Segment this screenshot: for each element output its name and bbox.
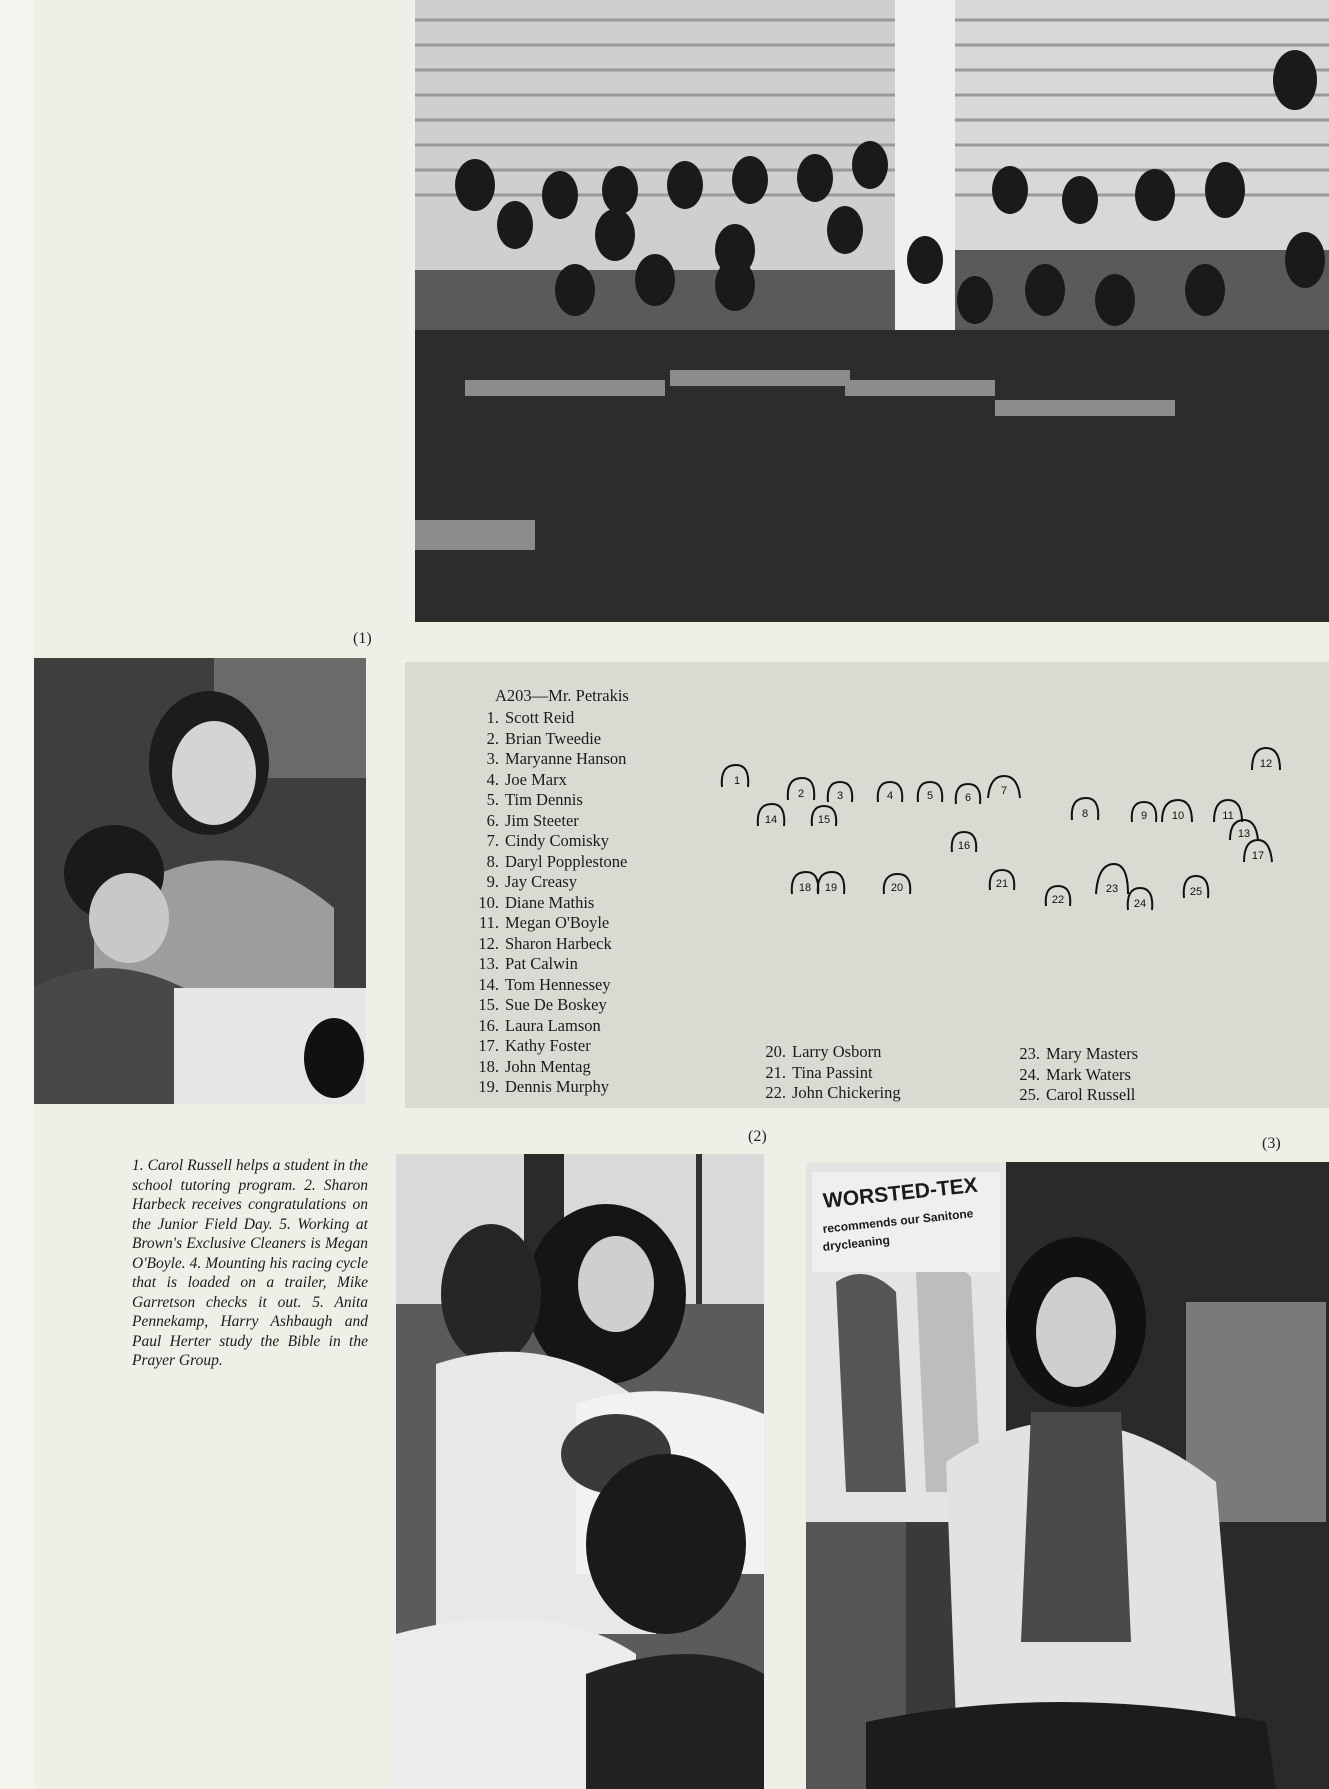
roster-title: A203—Mr. Petrakis: [495, 686, 629, 705]
list-item: 18. John Mentag: [478, 1056, 591, 1076]
seat-number: 24: [1133, 898, 1147, 910]
seat-number: 9: [1140, 810, 1148, 822]
list-item: 22. John Chickering: [765, 1083, 901, 1102]
list-item: 14. Tom Hennessey: [478, 974, 611, 994]
list-item: 19. Dennis Murphy: [478, 1077, 610, 1096]
seat-number: 21: [995, 878, 1009, 890]
seat-number: 19: [824, 882, 838, 894]
list-item: 25. Carol Russell: [1019, 1085, 1136, 1104]
photo-label-3: (3): [1262, 1135, 1281, 1152]
seat-number: 14: [764, 814, 778, 826]
seat-number: 16: [957, 840, 971, 852]
list-item: 1. Scott Reid: [486, 708, 575, 727]
cleaners-photo: [806, 1162, 1329, 1789]
seat-number: 18: [798, 882, 812, 894]
list-item: 8. Daryl Popplestone: [486, 851, 628, 871]
class-group-photo: [415, 0, 1329, 622]
list-item: 13. Pat Calwin: [478, 954, 578, 973]
seat-number: 11: [1222, 810, 1234, 822]
seat-number: 4: [886, 790, 894, 802]
list-item: 9. Jay Creasy: [486, 872, 577, 891]
list-item: 23. Mary Masters: [1019, 1044, 1139, 1063]
page-edge: [0, 0, 34, 1789]
list-item: 12. Sharon Harbeck: [478, 933, 612, 953]
worsted-tex-poster: [812, 1172, 1000, 1272]
list-item: 20. Larry Osborn: [765, 1042, 882, 1061]
seat-number: 10: [1171, 810, 1185, 822]
seat-number: 17: [1251, 850, 1265, 862]
seat-number: 23: [1105, 883, 1119, 895]
tutoring-photo: [34, 658, 366, 1104]
seat-number: 3: [836, 790, 844, 802]
seat-number: 15: [817, 814, 831, 826]
seat-number: 7: [1000, 785, 1008, 797]
seat-number: 2: [797, 788, 805, 800]
seat-number: 6: [964, 792, 972, 804]
list-item: 7. Cindy Comisky: [486, 831, 610, 850]
list-item: 2. Brian Tweedie: [486, 728, 602, 748]
list-item: 3. Maryanne Hanson: [486, 749, 627, 768]
list-item: 6. Jim Steeter: [486, 810, 579, 830]
seating-diagram: [700, 710, 1300, 930]
photo-label-2: (2): [748, 1128, 767, 1145]
seat-number: 12: [1259, 758, 1273, 770]
list-item: 21. Tina Passint: [765, 1062, 873, 1082]
roster-list-b: [758, 1042, 901, 1104]
seat-number: 8: [1081, 808, 1089, 820]
list-item: 24. Mark Waters: [1019, 1064, 1131, 1084]
seat-number: 5: [926, 790, 934, 802]
seat-number: 13: [1237, 828, 1251, 840]
roster-list-a: [471, 708, 627, 1098]
list-item: 17. Kathy Foster: [478, 1036, 591, 1055]
list-item: 15. Sue De Boskey: [478, 995, 607, 1014]
seat-number: 20: [890, 882, 904, 894]
photo-label-1: (1): [353, 630, 372, 647]
list-item: 10. Diane Mathis: [478, 892, 595, 912]
list-item: 4. Joe Marx: [486, 769, 567, 789]
seat-number: 1: [733, 775, 741, 787]
seat-number: 22: [1051, 894, 1065, 906]
list-item: 16. Laura Lamson: [478, 1015, 601, 1035]
poster-line-1: recommends our Sanitone: [822, 1206, 975, 1236]
roster-list-c: [1012, 1044, 1138, 1106]
list-item: 11. Megan O'Boyle: [478, 913, 610, 932]
seat-number: 25: [1189, 886, 1203, 898]
congratulations-photo: [396, 1154, 764, 1789]
poster-line-2: drycleaning: [822, 1232, 891, 1254]
poster-brand: WORSTED-TEX: [822, 1173, 979, 1213]
photo-caption: 1. Carol Russell helps a student in the school tutoring program. 2. Sharon Harbeck receives congratulations on the Junior Field Day. 5. Working at Brown's Exclusive Cleaners is Megan O'Boyle. 4. Mounting his racing cycle that is loaded on a trailer, Mike Garretson checks it out. 5. Anita Pennekamp, Harry Ashbaugh and Paul Herter study the Bible in the Prayer Group.: [132, 1157, 368, 1369]
list-item: 5. Tim Dennis: [486, 790, 583, 809]
